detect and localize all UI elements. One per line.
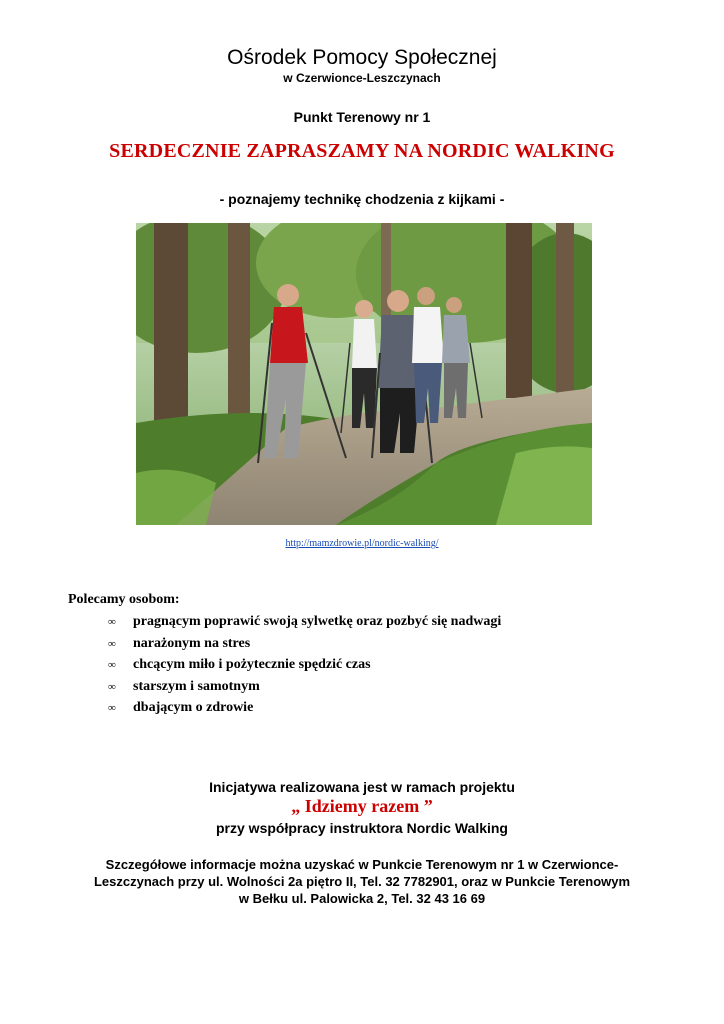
list-item — [108, 654, 501, 676]
infinity-bullet-icon: ∞ — [108, 680, 116, 693]
list-item-text: narażonym na stres — [133, 635, 251, 651]
page-title: Ośrodek Pomocy Społecznej — [227, 46, 497, 69]
contact-line-1: Szczegółowe informacje można uzyskać w Punkcie Terenowym nr 1 w Czerwionce- — [105, 857, 619, 872]
infinity-bullet-icon: ∞ — [108, 637, 116, 650]
photo-illustration — [136, 223, 592, 525]
source-link-text[interactable]: http://mamzdrowie.pl/nordic-walking/ — [285, 538, 439, 549]
recommend-list — [108, 611, 501, 719]
list-item-text: dbającym o zdrowie — [133, 700, 254, 715]
list-item — [108, 697, 501, 719]
project-name: „ Idziemy razem ” — [291, 796, 433, 816]
contact-details — [0, 856, 724, 907]
invitation-headline: SERDECZNIE ZAPRASZAMY NA NORDIC WALKING — [109, 140, 615, 162]
instructor-line: przy współpracy instruktora Nordic Walking — [216, 820, 508, 836]
punkt-label: Punkt Terenowy nr 1 — [293, 109, 431, 125]
list-item — [108, 611, 501, 633]
contact-line-3: w Bełku ul. Palowicka 2, Tel. 32 43 16 69 — [238, 891, 486, 906]
contact-line-2: Leszczynach przy ul. Wolności 2a piętro II, Tel. 32 7782901, oraz w Punkcie Terenowym — [93, 874, 631, 889]
list-item-text: starszym i samotnym — [133, 678, 260, 694]
list-item — [108, 676, 501, 698]
list-item-text: chcącym miło i pożytecznie spędzić czas — [133, 657, 371, 672]
page-subtitle: w Czerwionce-Leszczynach — [283, 71, 441, 85]
initiative-line: Inicjatywa realizowana jest w ramach projektu — [209, 779, 515, 795]
recommend-heading: Polecamy osobom: — [68, 592, 180, 607]
infinity-bullet-icon: ∞ — [108, 659, 116, 671]
infinity-bullet-icon: ∞ — [108, 702, 116, 714]
list-item-text: pragnącym poprawić swoją sylwetkę oraz pozbyć się nadwagi — [133, 614, 502, 629]
nordic-walking-photo — [136, 223, 592, 525]
list-item — [108, 633, 501, 655]
source-link[interactable] — [0, 538, 724, 549]
tagline: - poznajemy technikę chodzenia z kijkami - — [219, 191, 505, 207]
infinity-bullet-icon: ∞ — [108, 616, 116, 628]
